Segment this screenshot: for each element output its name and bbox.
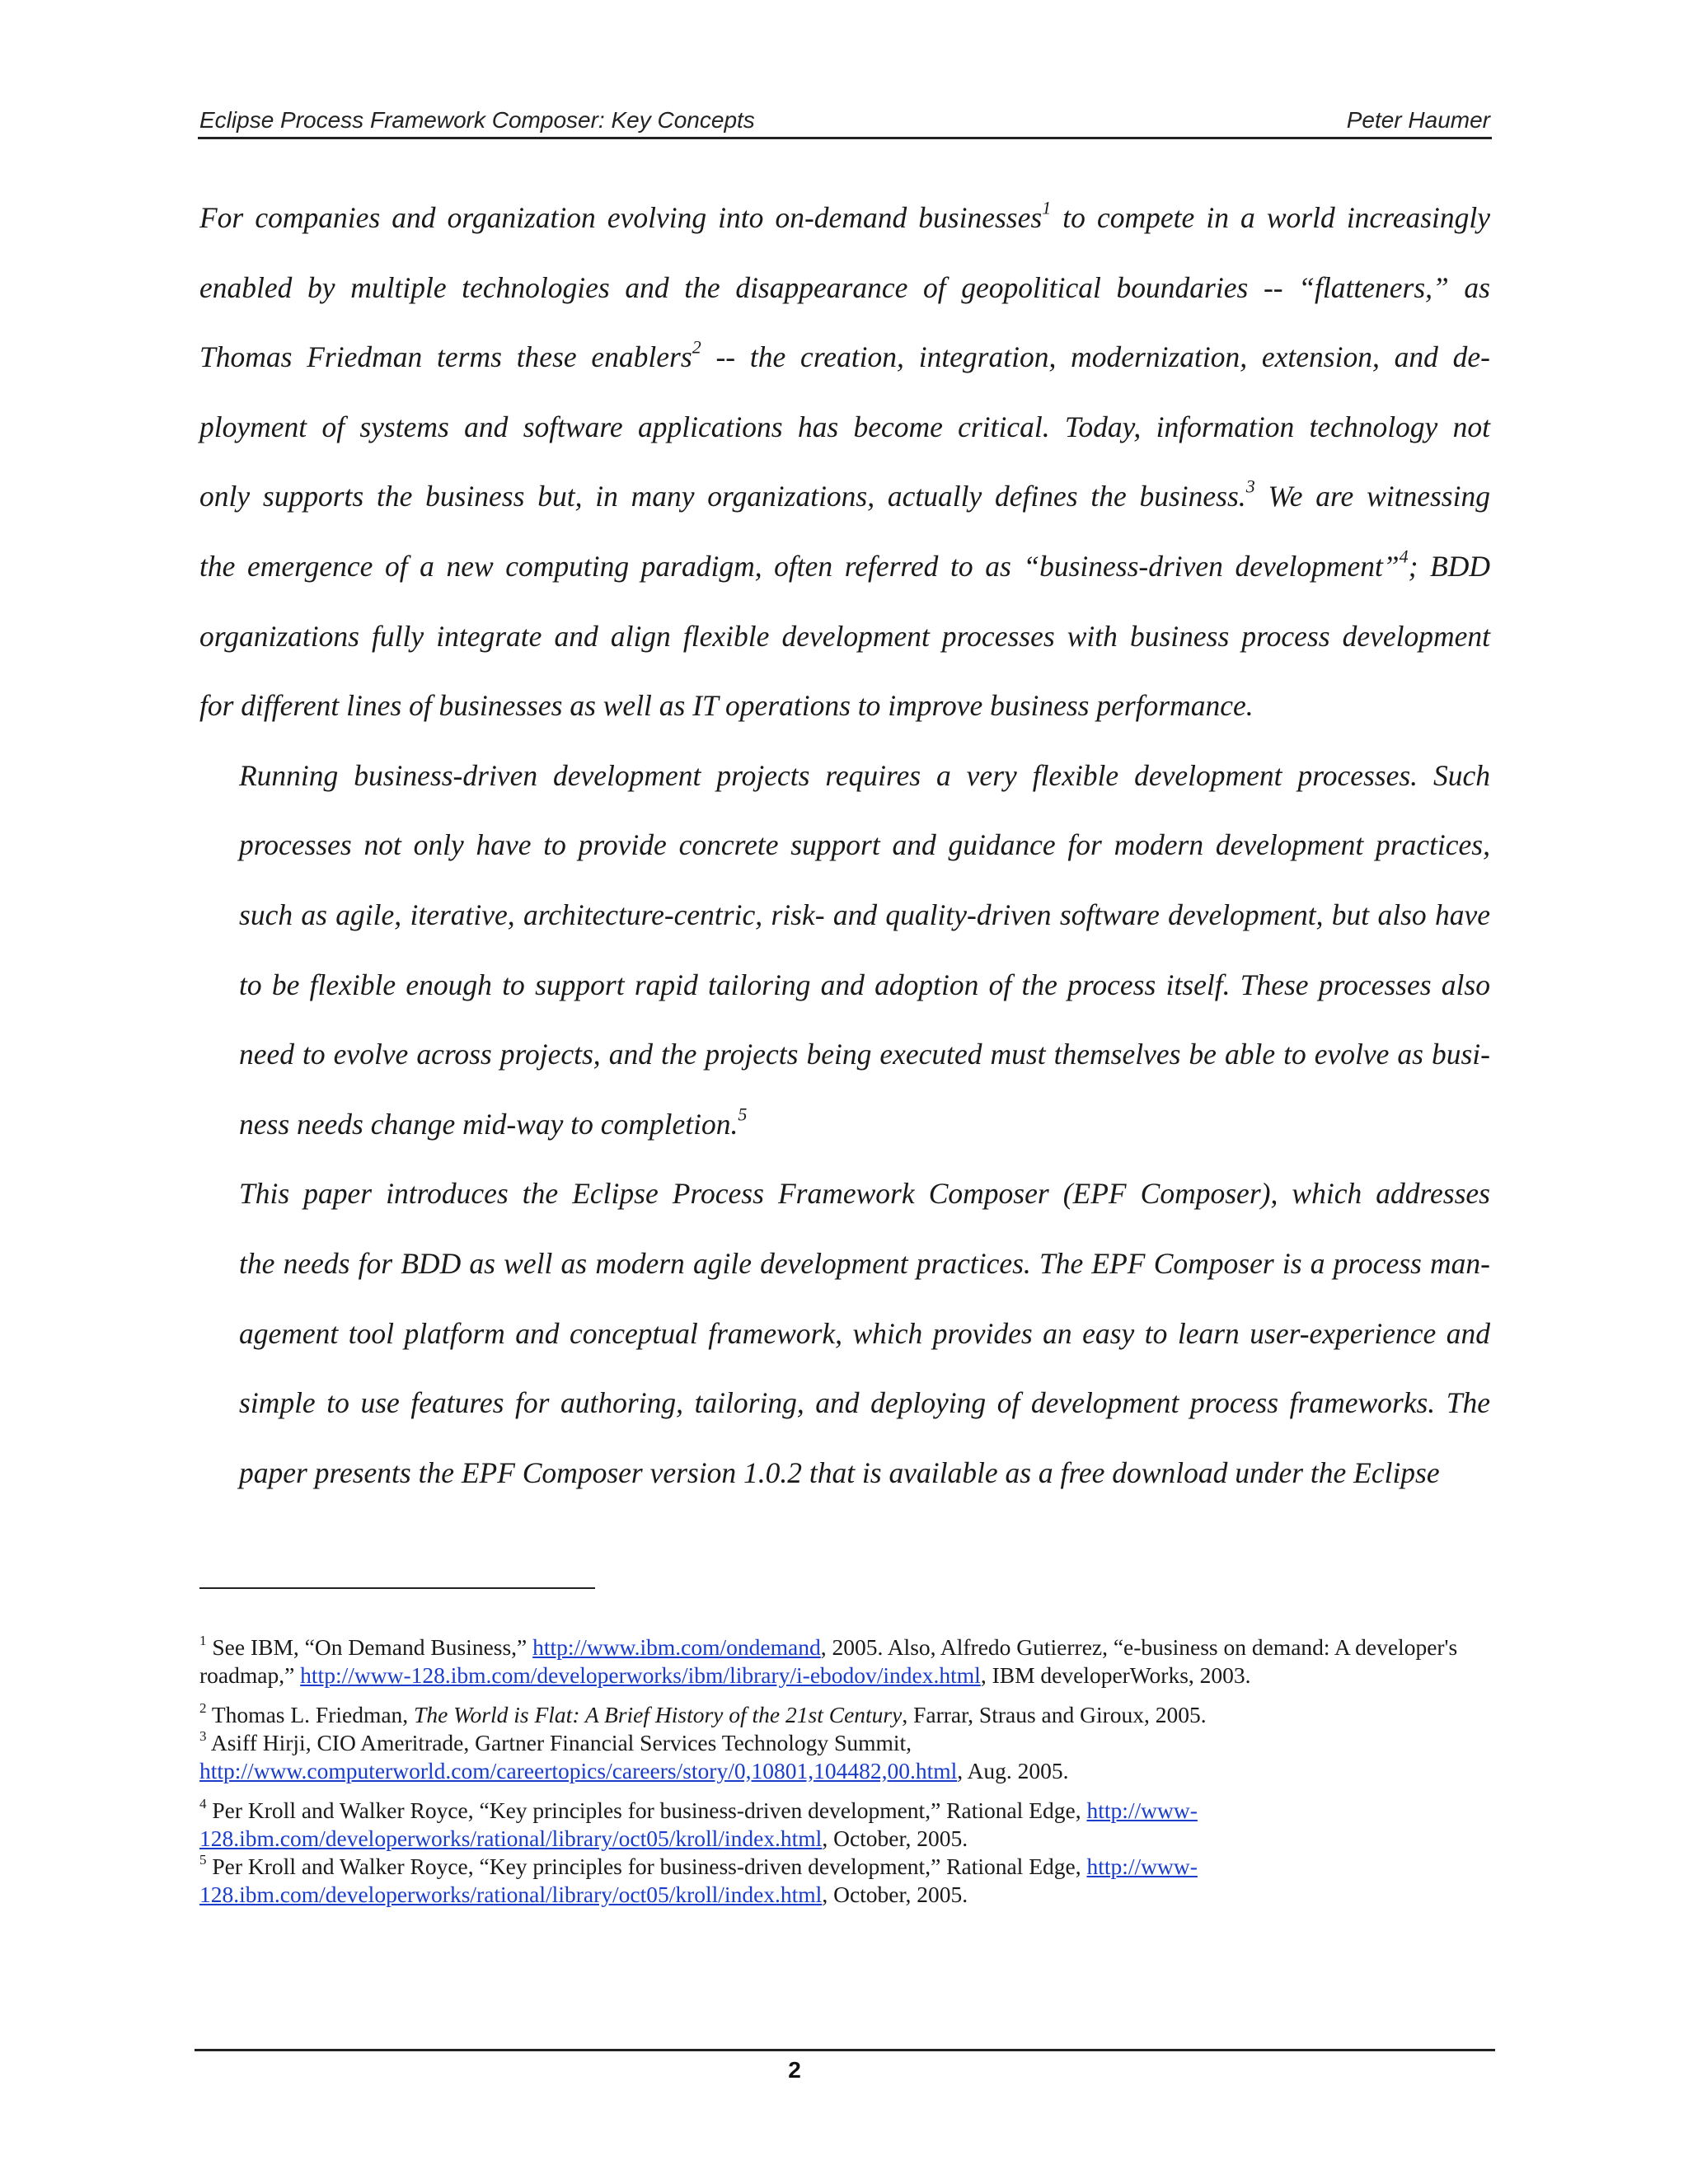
footnote-separator <box>199 1587 595 1589</box>
footnote-number: 1 <box>199 1633 207 1649</box>
text-segment: We are witnessing <box>1254 480 1490 513</box>
text-line: Running business-driven development projects requires a very flexible development processes. Such <box>239 758 1490 792</box>
text-segment: -- the creation, integration, modernization, extension, and de- <box>701 340 1490 374</box>
footnote-1 <box>199 1633 1490 1690</box>
text-line: enabled by multiple technologies and the disappearance of geopolitical boundaries -- “flatteners,” as <box>199 270 1490 304</box>
page-number: 2 <box>788 2057 801 2083</box>
text-line: for different lines of businesses as well as IT operations to improve business performance. <box>199 689 1254 723</box>
text-line: agement tool platform and conceptual framework, which provides an easy to learn user-experience and <box>239 1316 1490 1350</box>
header-author: Peter Haumer <box>1346 107 1490 133</box>
footer-rule <box>195 2049 1495 2051</box>
footnote-link[interactable]: http://www.computerworld.com/careertopics/careers/story/0,10801,104482,00.html <box>199 1758 958 1783</box>
paragraph-1 <box>199 183 1490 741</box>
footnote-text: See IBM, “On Demand Business,” <box>206 1634 533 1660</box>
text-line: This paper introduces the Eclipse Process Framework Composer (EPF Composer), which addresses <box>239 1177 1490 1211</box>
text-line <box>199 462 1490 532</box>
footnote-marker[interactable]: 3 <box>1245 476 1255 497</box>
footnote-marker[interactable]: 2 <box>692 336 701 358</box>
footnote-number: 4 <box>199 1796 207 1812</box>
footnote-4 <box>199 1797 1490 1853</box>
text-segment: For companies and organization evolving into on-demand businesses <box>199 201 1043 234</box>
text-line <box>199 183 1490 253</box>
text-line: to be flexible enough to support rapid tailoring and adoption of the process itself. These processes also <box>239 968 1490 1001</box>
text-segment: Thomas Friedman terms these enablers <box>199 340 692 374</box>
text-line: such as agile, iterative, architecture-centric, risk- and quality-driven software development, but also have <box>239 898 1490 931</box>
text-segment: ness needs change mid-way to completion. <box>239 1107 738 1141</box>
footnote-number: 3 <box>199 1728 207 1745</box>
book-title: The World is Flat: A Brief History of the 21st Century <box>414 1702 903 1727</box>
footnote-text: , IBM developerWorks, 2003. <box>980 1662 1251 1688</box>
footnote-marker[interactable]: 1 <box>1042 197 1052 218</box>
text-line <box>199 532 1490 602</box>
footnote-text: , October, 2005. <box>822 1825 968 1851</box>
footnote-link[interactable]: http://www-128.ibm.com/developerworks/rational/library/oct05/kroll/index.html <box>199 1797 1198 1851</box>
footnote-marker[interactable]: 5 <box>738 1104 748 1125</box>
text-line: ployment of systems and software applications has become critical. Today, information technology not <box>199 410 1490 443</box>
text-line: the needs for BDD as well as modern agile development practices. The EPF Composer is a process man- <box>239 1246 1490 1280</box>
text-segment: ; BDD <box>1408 549 1490 583</box>
footnote-2 <box>199 1701 1490 1729</box>
footnote-text: , Farrar, Straus and Giroux, 2005. <box>902 1702 1207 1727</box>
header-title: Eclipse Process Framework Composer: Key Concepts <box>199 107 755 133</box>
text-line <box>199 1090 1490 1160</box>
footnote-link[interactable]: http://www-128.ibm.com/developerworks/rational/library/oct05/kroll/index.html <box>199 1854 1198 1907</box>
text-line: paper presents the EPF Composer version 1.0.2 that is available as a free download under the Eclipse <box>239 1455 1440 1489</box>
text-line <box>199 322 1490 392</box>
footnote-3 <box>199 1729 1490 1785</box>
paragraph-2 <box>199 741 1490 1160</box>
running-header <box>198 102 1492 139</box>
text-line: simple to use features for authoring, tailoring, and deploying of development process frameworks. The <box>239 1386 1490 1420</box>
footnote-5 <box>199 1853 1490 1909</box>
text-line: organizations fully integrate and align flexible development processes with business process development <box>199 619 1490 653</box>
footnote-text: , October, 2005. <box>822 1882 968 1907</box>
footnote-text: , 2005. Also, Alfredo Gutierrez, “e-business on demand: A developer's roadmap,” <box>199 1634 1458 1688</box>
footnote-text: Thomas L. Friedman, <box>206 1702 415 1727</box>
footnote-text: Per Kroll and Walker Royce, “Key principles for business-driven development,” Rational Edge, <box>206 1797 1087 1823</box>
footnote-text: Per Kroll and Walker Royce, “Key principles for business-driven development,” Rational Edge, <box>206 1854 1087 1879</box>
text-segment: only supports the business but, in many organizations, actually defines the business. <box>199 480 1246 513</box>
text-segment: to compete in a world increasingly <box>1051 201 1490 234</box>
footnote-link[interactable]: http://www-128.ibm.com/developerworks/ibm/library/i-ebodov/index.html <box>300 1662 981 1688</box>
footnote-link[interactable]: http://www.ibm.com/ondemand <box>532 1634 821 1660</box>
text-line: processes not only have to provide concrete support and guidance for modern development practices, <box>239 828 1490 862</box>
text-line: need to evolve across projects, and the projects being executed must themselves be able to evolve as busi- <box>239 1038 1490 1071</box>
footnote-number: 5 <box>199 1852 207 1868</box>
paragraph-3 <box>199 1159 1490 1507</box>
footnote-text: Asiff Hirji, CIO Ameritrade, Gartner Financial Services Technology Summit, <box>206 1730 912 1755</box>
footnote-text: , Aug. 2005. <box>957 1758 1069 1783</box>
footnote-marker[interactable]: 4 <box>1399 546 1409 567</box>
body-text <box>199 183 1490 1507</box>
footnotes <box>199 1633 1490 1909</box>
footnote-number: 2 <box>199 1700 207 1717</box>
text-segment: the emergence of a new computing paradigm, often referred to as “business-driven development” <box>199 549 1400 583</box>
